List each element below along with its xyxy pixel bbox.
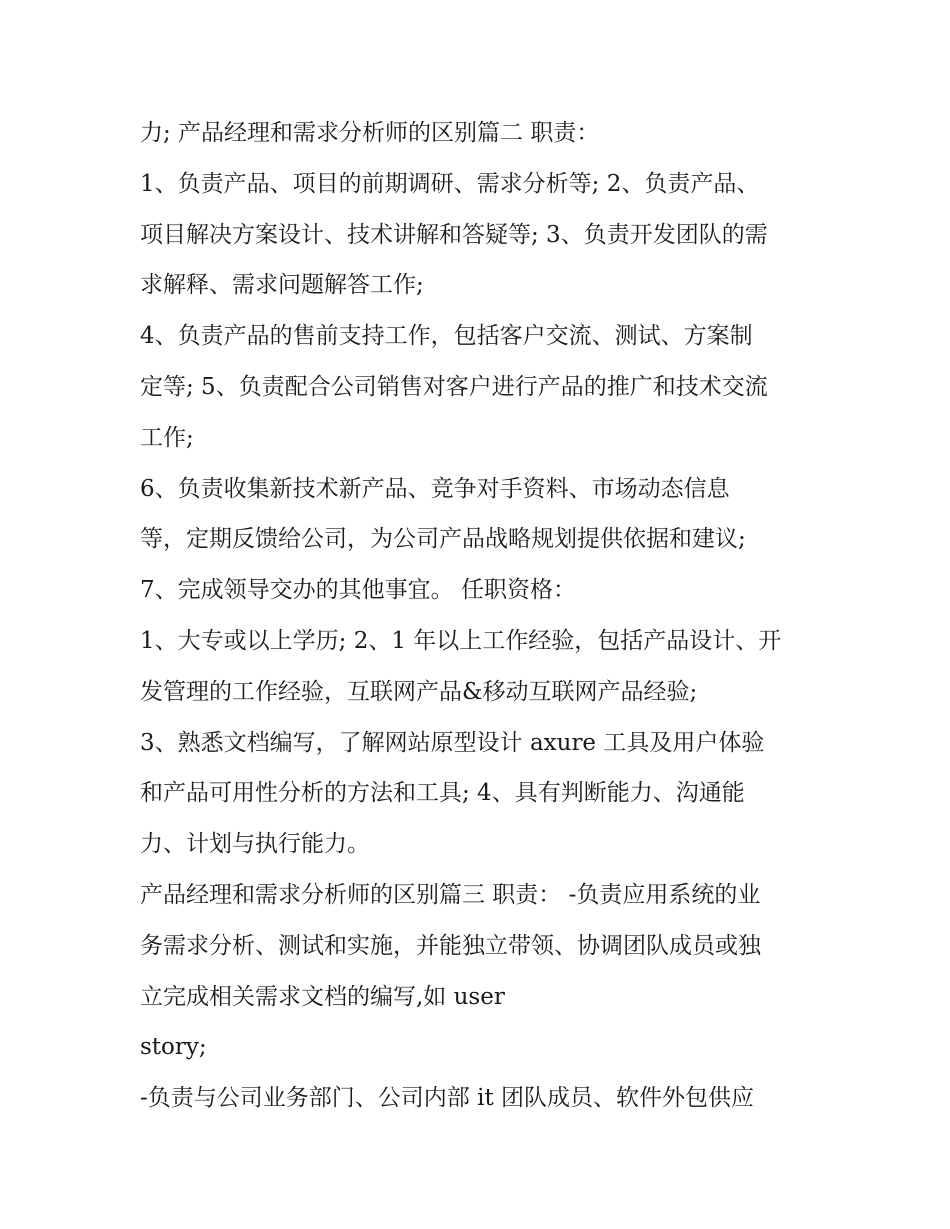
text-line: 7、完成领导交办的其他事宜。 任职资格：	[140, 577, 576, 604]
text-line: 务需求分析、测试和实施，并能独立带领、协调团队成员或独	[140, 932, 761, 959]
text-line: -负责与公司业务部门、公司内部 it 团队成员、软件外包供应	[140, 1085, 754, 1112]
text-line: 4、负责产品的售前支持工作，包括客户交流、测试、方案制	[140, 323, 753, 350]
document-body	[140, 108, 820, 1124]
text-line: 定等; 5、负责配合公司销售对客户进行产品的推广和技术交流	[140, 373, 768, 400]
text-line: 发管理的工作经验，互联网产品&移动互联网产品经验;	[140, 678, 698, 705]
text-line: 1、负责产品、项目的前期调研、需求分析等; 2、负责产品、	[140, 170, 760, 197]
text-line: 力、计划与执行能力。	[140, 831, 370, 858]
text-line: story;	[140, 1034, 207, 1061]
text-line: 产品经理和需求分析师的区别篇三 职责： -负责应用系统的业	[140, 881, 761, 908]
text-line: 等，定期反馈给公司，为公司产品战略规划提供依据和建议;	[140, 526, 746, 553]
text-line: 立完成相关需求文档的编写,如 user	[140, 983, 505, 1010]
text-line: 6、负责收集新技术新产品、竞争对手资料、市场动态信息	[140, 475, 730, 502]
text-line: 项目解决方案设计、技术讲解和答疑等; 3、负责开发团队的需	[140, 221, 768, 248]
text-line: 和产品可用性分析的方法和工具; 4、具有判断能力、沟通能	[140, 780, 745, 807]
text-line: 力; 产品经理和需求分析师的区别篇二 职责：	[140, 120, 600, 146]
text-line: 工作;	[140, 424, 194, 451]
text-line: 求解释、需求问题解答工作;	[140, 272, 424, 299]
text-line: 3、熟悉文档编写，了解网站原型设计 axure 工具及用户体验	[140, 729, 765, 756]
text-line: 1、大专或以上学历; 2、1 年以上工作经验，包括产品设计、开	[140, 627, 782, 654]
